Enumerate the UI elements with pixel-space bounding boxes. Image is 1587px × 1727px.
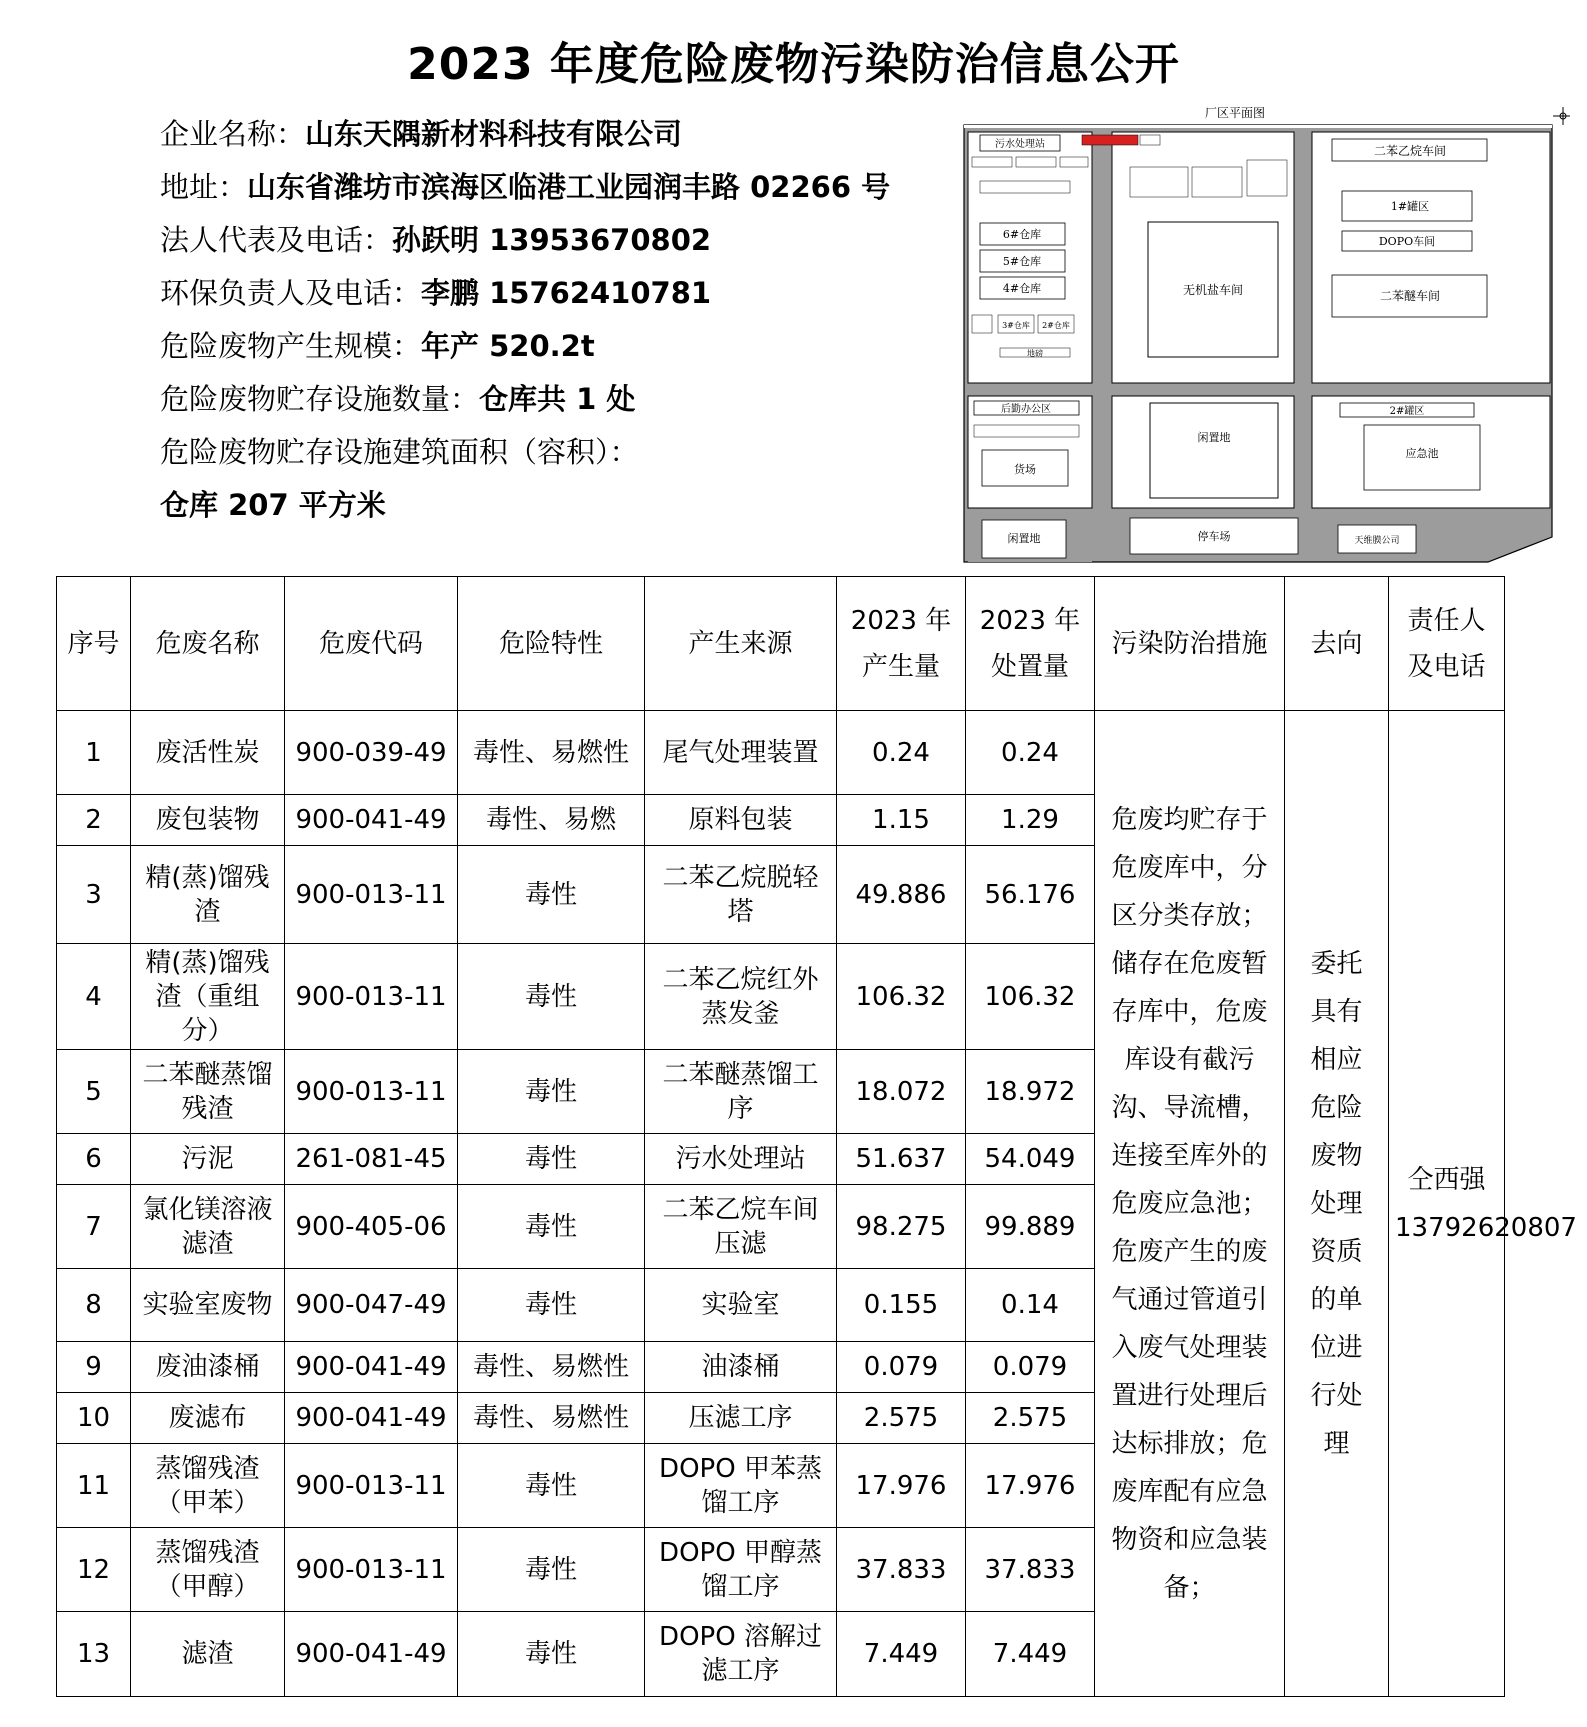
plan-label-inorganic: 无机盐车间 xyxy=(1182,283,1244,297)
cell-source: 二苯乙烷脱轻塔 xyxy=(645,846,837,944)
plan-label-wh2: 2#仓库 xyxy=(1042,321,1070,330)
info-legal-rep: 法人代表及电话：孙跃明 13953670802 xyxy=(160,223,712,257)
cell-source: 污水处理站 xyxy=(645,1134,837,1185)
cell-no: 12 xyxy=(57,1528,131,1612)
cell-hazard: 毒性、易燃性 xyxy=(458,711,645,795)
cell-hazard: 毒性 xyxy=(458,1612,645,1697)
cell-name: 废包装物 xyxy=(131,795,285,846)
cell-source: DOPO 溶解过滤工序 xyxy=(645,1612,837,1697)
table-row xyxy=(57,711,1505,795)
header-no: 序号 xyxy=(57,577,131,711)
cell-name: 实验室废物 xyxy=(131,1269,285,1342)
cell-source: 压滤工序 xyxy=(645,1393,837,1444)
header-destination: 去向 xyxy=(1285,577,1389,711)
cell-disposed: 2.575 xyxy=(966,1393,1095,1444)
cell-responsible: 仝西强 13792620807 xyxy=(1389,711,1505,1697)
cell-no: 4 xyxy=(57,944,131,1050)
cell-produced: 51.637 xyxy=(837,1134,966,1185)
info-company: 企业名称：山东天隅新材料科技有限公司 xyxy=(160,117,683,151)
cell-hazard: 毒性 xyxy=(458,1528,645,1612)
cell-name: 废油漆桶 xyxy=(131,1342,285,1393)
red-marker xyxy=(1082,135,1138,145)
plan-label-idle1: 闲置地 xyxy=(1197,431,1231,444)
site-plan-title: 厂区平面图 xyxy=(1204,106,1266,120)
cell-disposed: 56.176 xyxy=(966,846,1095,944)
cell-produced: 106.32 xyxy=(837,944,966,1050)
cell-no: 2 xyxy=(57,795,131,846)
cell-source: 实验室 xyxy=(645,1269,837,1342)
plan-label-dpether: 二苯醚车间 xyxy=(1379,289,1441,303)
site-plan xyxy=(960,105,1570,575)
plan-label-office: 后勤办公区 xyxy=(1001,404,1051,415)
cell-name: 废滤布 xyxy=(131,1393,285,1444)
cell-name: 二苯醚蒸馏残渣 xyxy=(131,1050,285,1134)
cell-code: 900-041-49 xyxy=(285,1342,458,1393)
table-header-row xyxy=(57,577,1505,711)
cell-hazard: 毒性 xyxy=(458,846,645,944)
cell-produced: 0.24 xyxy=(837,711,966,795)
info-scale: 危险废物产生规模：年产 520.2t xyxy=(160,329,595,363)
cell-name: 精(蒸)馏残渣 xyxy=(131,846,285,944)
cell-source: 尾气处理装置 xyxy=(645,711,837,795)
cell-no: 1 xyxy=(57,711,131,795)
cell-disposed: 106.32 xyxy=(966,944,1095,1050)
header-hazard: 危险特性 xyxy=(458,577,645,711)
header-name: 危废名称 xyxy=(131,577,285,711)
cell-code: 900-013-11 xyxy=(285,1444,458,1528)
cell-no: 9 xyxy=(57,1342,131,1393)
cell-code: 900-013-11 xyxy=(285,846,458,944)
cell-disposed: 0.079 xyxy=(966,1342,1095,1393)
cell-hazard: 毒性 xyxy=(458,1050,645,1134)
info-address: 地址：山东省潍坊市滨海区临港工业园润丰路 02266 号 xyxy=(160,170,891,204)
plan-label-tank2: 2#罐区 xyxy=(1389,406,1425,417)
cell-no: 7 xyxy=(57,1185,131,1269)
cell-no: 10 xyxy=(57,1393,131,1444)
cell-hazard: 毒性、易燃 xyxy=(458,795,645,846)
plan-label-tank1: 1#罐区 xyxy=(1390,200,1430,213)
cell-code: 900-013-11 xyxy=(285,944,458,1050)
cell-hazard: 毒性 xyxy=(458,1134,645,1185)
cell-code: 900-041-49 xyxy=(285,1393,458,1444)
cell-no: 3 xyxy=(57,846,131,944)
cell-name: 污泥 xyxy=(131,1134,285,1185)
cell-disposed: 99.889 xyxy=(966,1185,1095,1269)
cell-disposed: 7.449 xyxy=(966,1612,1095,1697)
cell-name: 废活性炭 xyxy=(131,711,285,795)
cell-produced: 18.072 xyxy=(837,1050,966,1134)
compass-icon xyxy=(1553,107,1570,125)
cell-name: 蒸馏残渣（甲醇） xyxy=(131,1528,285,1612)
header-measures: 污染防治措施 xyxy=(1095,577,1285,711)
cell-no: 5 xyxy=(57,1050,131,1134)
cell-source: 油漆桶 xyxy=(645,1342,837,1393)
header-code: 危废代码 xyxy=(285,577,458,711)
cell-produced: 0.155 xyxy=(837,1269,966,1342)
cell-no: 6 xyxy=(57,1134,131,1185)
header-responsible: 责任人及电话 xyxy=(1389,577,1505,711)
info-facility-area: 仓库 207 平方米 xyxy=(160,488,386,522)
cell-code: 900-047-49 xyxy=(285,1269,458,1342)
cell-code: 900-041-49 xyxy=(285,1612,458,1697)
cell-code: 900-405-06 xyxy=(285,1185,458,1269)
plan-label-tianwei: 天维膜公司 xyxy=(1354,536,1400,546)
plan-label-yard: 货场 xyxy=(1014,463,1036,476)
cell-hazard: 毒性 xyxy=(458,944,645,1050)
cell-produced: 7.449 xyxy=(837,1612,966,1697)
cell-no: 8 xyxy=(57,1269,131,1342)
cell-disposed: 0.14 xyxy=(966,1269,1095,1342)
cell-destination: 委托具有相应危险废物处理资质的单位进行处理 xyxy=(1285,711,1389,1697)
cell-produced: 0.079 xyxy=(837,1342,966,1393)
cell-disposed: 1.29 xyxy=(966,795,1095,846)
plan-label-parking: 停车场 xyxy=(1197,530,1231,543)
info-facility-area-label: 危险废物贮存设施建筑面积（容积）： xyxy=(160,435,639,469)
cell-source: DOPO 甲醇蒸馏工序 xyxy=(645,1528,837,1612)
plan-label-dpe: 二苯乙烷车间 xyxy=(1373,144,1447,158)
plan-label-wh4: 4#仓库 xyxy=(1002,282,1042,295)
cell-code: 900-039-49 xyxy=(285,711,458,795)
cell-produced: 17.976 xyxy=(837,1444,966,1528)
plan-label-dopo: DOPO车间 xyxy=(1378,235,1436,248)
cell-hazard: 毒性、易燃性 xyxy=(458,1342,645,1393)
info-env-manager: 环保负责人及电话：李鹏 15762410781 xyxy=(160,276,712,310)
cell-disposed: 18.972 xyxy=(966,1050,1095,1134)
cell-source: 二苯乙烷车间压滤 xyxy=(645,1185,837,1269)
cell-name: 滤渣 xyxy=(131,1612,285,1697)
cell-produced: 49.886 xyxy=(837,846,966,944)
cell-source: DOPO 甲苯蒸馏工序 xyxy=(645,1444,837,1528)
cell-code: 261-081-45 xyxy=(285,1134,458,1185)
cell-produced: 37.833 xyxy=(837,1528,966,1612)
cell-hazard: 毒性 xyxy=(458,1269,645,1342)
cell-hazard: 毒性 xyxy=(458,1185,645,1269)
info-facility-count: 危险废物贮存设施数量：仓库共 1 处 xyxy=(160,382,636,416)
cell-no: 11 xyxy=(57,1444,131,1528)
plan-label-idle2: 闲置地 xyxy=(1007,532,1041,545)
waste-table xyxy=(56,576,1577,1697)
plan-label-wh6: 6#仓库 xyxy=(1002,228,1042,241)
page-title: 2023 年度危险废物污染防治信息公开 xyxy=(407,39,1180,90)
cell-disposed: 37.833 xyxy=(966,1528,1095,1612)
header-disposed: 2023 年处置量 xyxy=(966,577,1095,711)
plan-label-emergency: 应急池 xyxy=(1405,447,1439,460)
cell-name: 氯化镁溶液滤渣 xyxy=(131,1185,285,1269)
cell-hazard: 毒性、易燃性 xyxy=(458,1393,645,1444)
cell-produced: 2.575 xyxy=(837,1393,966,1444)
cell-name: 蒸馏残渣（甲苯） xyxy=(131,1444,285,1528)
cell-produced: 98.275 xyxy=(837,1185,966,1269)
cell-disposed: 17.976 xyxy=(966,1444,1095,1528)
plan-label-wh5: 5#仓库 xyxy=(1002,255,1042,268)
cell-hazard: 毒性 xyxy=(458,1444,645,1528)
cell-source: 二苯乙烷红外蒸发釜 xyxy=(645,944,837,1050)
plan-label-pit: 地磅 xyxy=(1027,349,1043,358)
header-produced: 2023 年产生量 xyxy=(837,577,966,711)
cell-disposed: 0.24 xyxy=(966,711,1095,795)
plan-label-sewage: 污水处理站 xyxy=(995,139,1045,150)
cell-produced: 1.15 xyxy=(837,795,966,846)
header-source: 产生来源 xyxy=(645,577,837,711)
plan-label-wh3: 3#仓库 xyxy=(1002,321,1030,330)
cell-name: 精(蒸)馏残渣（重组分） xyxy=(131,944,285,1050)
cell-measures: 危废均贮存于危废库中，分区分类存放；储存在危废暂存库中，危废库设有截污沟、导流槽，连接至库外的危废应急池；危废产生的废气通过管道引入废气处理装置进行处理后达标排放；危废库配有应急物资和应急装备； xyxy=(1095,711,1285,1697)
cell-code: 900-013-11 xyxy=(285,1528,458,1612)
cell-source: 原料包装 xyxy=(645,795,837,846)
cell-no: 13 xyxy=(57,1612,131,1697)
cell-source: 二苯醚蒸馏工序 xyxy=(645,1050,837,1134)
cell-code: 900-013-11 xyxy=(285,1050,458,1134)
cell-disposed: 54.049 xyxy=(966,1134,1095,1185)
cell-code: 900-041-49 xyxy=(285,795,458,846)
